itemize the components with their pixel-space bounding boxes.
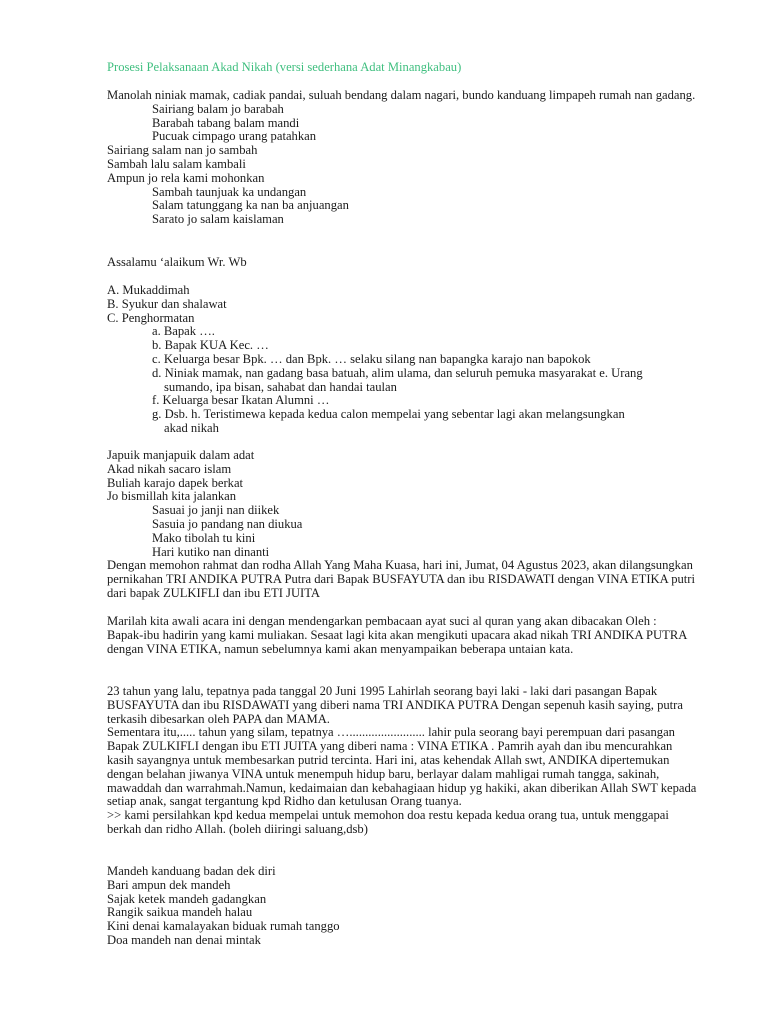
agenda-list bbox=[107, 284, 699, 436]
pantun-line: Sajak ketek mandeh gadangkan bbox=[107, 891, 267, 906]
pantun-line: Mandeh kanduang badan dek diri bbox=[107, 864, 276, 878]
agenda-subitem-a: a. Bapak …. bbox=[152, 324, 215, 339]
pantun-line: Doa mandeh nan denai mintak bbox=[107, 932, 261, 947]
pantun-line: Sambah lalu salam kambali bbox=[107, 156, 246, 171]
agenda-subitem-g-line1: g. Dsb. h. Teristimewa kepada kedua calon mempelai yang sebentar lagi akan melangsungkan bbox=[152, 407, 625, 422]
blessing-paragraph: >> kami persilahkan kpd kedua mempelai untuk memohon doa restu kepada kedua orang tua, untuk menggapai berkah dan ridho Allah. (boleh diiringi saluang,dsb) bbox=[107, 808, 669, 836]
quran-section bbox=[107, 615, 699, 656]
quran-paragraph: Marilah kita awali acara ini dengan mendengarkan pembacaan ayat suci al quran yang akan dibacakan Oleh : bbox=[107, 614, 657, 628]
pantun-line: Rangik saikua mandeh halau bbox=[107, 905, 253, 920]
groom-paragraph: 23 tahun yang lalu, tepatnya pada tanggal 20 Juni 1995 Lahirlah seorang bayi laki - laki dari pasangan Bapak BUSFAYUTA dan ibu RISDAWATI yang diberi nama TRI ANDIKA PUTRA Dengan sepenuh kasih saying, putra terkasih dibesarkan oleh PAPA dan MAMA. bbox=[107, 684, 683, 726]
agenda-item-a: A. Mukaddimah bbox=[107, 283, 190, 297]
salam-text: Assalamu ‘alaikum Wr. Wb bbox=[107, 255, 247, 269]
agenda-subitem-c: c. Keluarga besar Bpk. … dan Bpk. … selaku silang nan bapangka karajo nan bapokok bbox=[152, 351, 591, 366]
pantun-line: Sairiang balam jo barabah bbox=[152, 101, 284, 116]
pantun-line: Pucuak cimpago urang patahkan bbox=[152, 129, 317, 144]
pantun-adat-section bbox=[107, 449, 699, 601]
pantun-line: Barabah tabang balam mandi bbox=[152, 115, 300, 130]
document-title: Prosesi Pelaksanaan Akad Nikah (versi sederhana Adat Minangkabau) bbox=[107, 60, 462, 74]
agenda-subitem-f: f. Keluarga besar Ikatan Alumni … bbox=[152, 393, 330, 408]
pantun-line: Sasuai jo janji nan diikek bbox=[152, 503, 280, 518]
agenda-subitem-d-line2: sumando, ipa bisan, sahabat dan handai taulan bbox=[164, 379, 397, 394]
story-section bbox=[107, 685, 699, 837]
agenda-subitem-d bbox=[107, 367, 699, 395]
intro-section bbox=[107, 89, 699, 227]
pantun-line: Sasuia jo pandang nan diukua bbox=[152, 516, 303, 531]
agenda-subitem-b: b. Bapak KUA Kec. … bbox=[152, 338, 269, 353]
pantun-line: Salam tatunggang ka nan ba anjuangan bbox=[152, 198, 349, 213]
pantun-line: Buliah karajo dapek berkat bbox=[107, 475, 244, 490]
pantun-line: Sairiang salam nan jo sambah bbox=[107, 143, 258, 158]
pantun-line: Bari ampun dek mandeh bbox=[107, 877, 231, 892]
pantun-line: Akad nikah sacaro islam bbox=[107, 461, 232, 476]
pantun-line: Japuik manjapuik dalam adat bbox=[107, 448, 255, 462]
salam-line bbox=[107, 256, 699, 270]
pantun-line: Mako tibolah tu kini bbox=[152, 530, 256, 545]
pantun-line: Jo bismillah kita jalankan bbox=[107, 489, 237, 504]
agenda-subitem-g bbox=[107, 408, 699, 436]
pantun-line: Kini denai kamalayakan biduak rumah tanggo bbox=[107, 919, 340, 934]
opening-paragraph: Manolah niniak mamak, cadiak pandai, suluah bendang dalam nagari, bundo kanduang limpapeh rumah nan gadang. bbox=[107, 88, 696, 102]
pantun-line: Sarato jo salam kaislaman bbox=[152, 212, 284, 227]
agenda-subitem-g-line2: akad nikah bbox=[164, 420, 219, 435]
pantun-line: Hari kutiko nan dinanti bbox=[152, 544, 270, 559]
agenda-item-b: B. Syukur dan shalawat bbox=[107, 296, 227, 311]
pantun-line: Ampun jo rela kami mohonkan bbox=[107, 170, 265, 185]
agenda-item-c: C. Penghormatan bbox=[107, 310, 195, 325]
bride-paragraph: Sementara itu,..... tahun yang silam, tepatnya …........................ lahir pula seorang bayi perempuan dari pasangan Bapak ZULKIFLI dengan ibu ETI JUITA yang diberi nama : VINA ETIKA . Pamrih ayah dan ibu mencurahkan kasih sayangnya untuk membesarkan putrid tercinta. Hari ini, atas kehendak Allah swt, ANDIKA dipertemukan dengan belahan jiwanya VINA untuk menempuh hidup baru, berlayar dalam mahligai rumah tangga, sakinah, mawaddah dan warrahmah.Namun, kedaimaian dan kebahagiaan hidup yg hakiki, akan diberikan Allah SWT kepada setiap anak, sangat tergantung kpd Ridho dan ketulusan Orang tuanya. bbox=[107, 725, 697, 809]
pantun-line: Sambah taunjuak ka undangan bbox=[152, 184, 307, 199]
announcement-paragraph: Dengan memohon rahmat dan rodha Allah Yang Maha Kuasa, hari ini, Jumat, 04 Agustus 2023, akan dilangsungkan pernikahan TRI ANDIKA PUTRA Putra dari Bapak BUSFAYUTA dan ibu RISDAWATI dengan VINA ETIKA putri dari bapak ZULKIFLI dan ibu ETI JUITA bbox=[107, 558, 695, 600]
welcome-paragraph: Bapak-ibu hadirin yang kami muliakan. Sesaat lagi kita akan mengikuti upacara akad nikah TRI ANDIKA PUTRA dengan VINA ETIKA, namun sebelumnya kami akan menyampaikan beberapa untaian kata. bbox=[107, 627, 687, 656]
agenda-subitem-d-line1: d. Niniak mamak, nan gadang basa batuah, alim ulama, dan seluruh pemuka masyarakat e. Urang bbox=[152, 365, 643, 380]
closing-pantun bbox=[107, 865, 699, 948]
